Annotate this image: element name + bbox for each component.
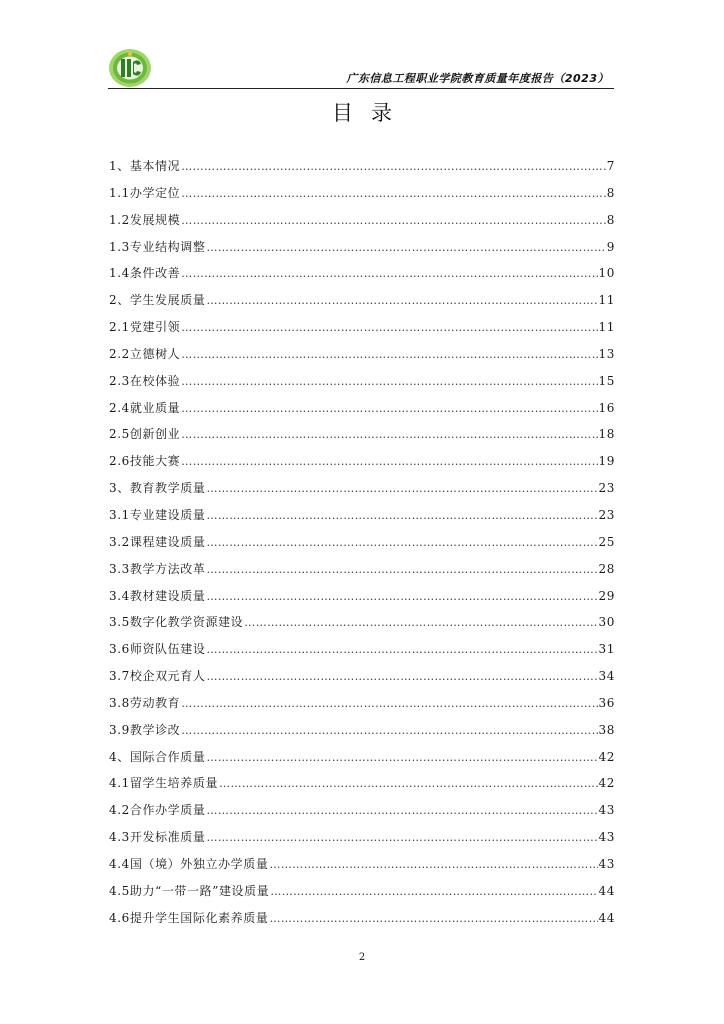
toc-entry[interactable]	[109, 372, 615, 399]
toc-entry-label: 3.5数字化教学资源建设	[109, 615, 244, 630]
report-header-title: 广东信息工程职业学院教育质量年度报告（2023）	[346, 72, 609, 85]
toc-entry-label: 4.2合作办学质量	[109, 803, 206, 818]
toc-entry[interactable]	[109, 667, 615, 694]
toc-entry[interactable]	[109, 345, 615, 372]
toc-entry[interactable]	[109, 318, 615, 345]
toc-entry-page: 30	[598, 615, 615, 630]
toc-entry[interactable]	[109, 613, 615, 640]
toc-entry-label: 1.2发展规模	[109, 212, 181, 227]
toc-entry[interactable]	[109, 882, 615, 909]
toc-entry-label: 3、教育教学质量	[109, 481, 206, 496]
toc-dot-leader	[207, 670, 598, 683]
toc-entry-page: 16	[598, 400, 615, 415]
toc-entry-page: 42	[598, 749, 615, 764]
toc-entry[interactable]	[109, 560, 615, 587]
toc-entry[interactable]	[109, 694, 615, 721]
toc-entry-label: 4.5助力“一带一路”建设质量	[109, 883, 270, 898]
toc-entry[interactable]	[109, 291, 615, 318]
toc-entry[interactable]	[109, 721, 615, 748]
toc-entry-label: 2.1党建引领	[109, 320, 181, 335]
toc-dot-leader	[207, 241, 606, 254]
toc-dot-leader	[207, 643, 598, 656]
toc-entry-page: 43	[598, 856, 615, 871]
toc-entry[interactable]	[109, 211, 615, 238]
toc-entry-page: 11	[598, 293, 615, 308]
toc-entry-label: 1、基本情况	[109, 159, 181, 173]
toc-dot-leader	[181, 187, 605, 200]
toc-entry-label: 3.6师资队伍建设	[109, 642, 206, 657]
toc-entry-page: 29	[598, 588, 615, 603]
toc-entry[interactable]	[109, 238, 615, 265]
toc-entry[interactable]	[109, 479, 615, 506]
toc-dot-leader	[207, 804, 598, 817]
toc-entry-page: 23	[598, 507, 615, 522]
toc-dot-leader	[181, 724, 597, 737]
toc-dot-leader	[219, 777, 597, 790]
toc-dot-leader	[181, 428, 597, 441]
toc-entry-label: 4、国际合作质量	[109, 749, 206, 764]
toc-dot-leader	[207, 590, 598, 603]
toc-entry[interactable]	[109, 157, 615, 184]
toc-entry-page: 8	[606, 185, 615, 200]
toc-entry-page: 7	[606, 159, 615, 173]
toc-entry-label: 3.8劳动教育	[109, 695, 181, 710]
toc-dot-leader	[181, 321, 597, 334]
toc-dot-leader	[181, 348, 597, 361]
toc-entry-page: 15	[598, 373, 615, 388]
toc-dot-leader	[270, 858, 598, 871]
toc-list	[109, 157, 615, 935]
toc-entry-label: 2.2立德树人	[109, 346, 181, 361]
toc-entry-label: 2.6技能大赛	[109, 454, 181, 469]
toc-entry-page: 19	[598, 454, 615, 469]
toc-entry-page: 11	[598, 320, 615, 335]
toc-entry-page: 18	[598, 427, 615, 442]
toc-entry[interactable]	[109, 452, 615, 479]
toc-dot-leader	[270, 912, 598, 925]
toc-entry[interactable]	[109, 184, 615, 211]
toc-entry-label: 4.4国（境）外独立办学质量	[109, 856, 269, 871]
toc-entry-page: 36	[598, 695, 615, 710]
toc-dot-leader	[181, 375, 597, 388]
toc-dot-leader	[207, 536, 598, 549]
toc-entry-label: 1.3专业结构调整	[109, 239, 206, 254]
toc-entry-label: 4.1留学生培养质量	[109, 776, 219, 791]
toc-entry[interactable]	[109, 855, 615, 882]
toc-entry-page: 13	[598, 346, 615, 361]
toc-entry[interactable]	[109, 399, 615, 426]
toc-entry-label: 4.3开发标准质量	[109, 830, 206, 845]
toc-entry-label: 4.6提升学生国际化素养质量	[109, 910, 269, 925]
toc-entry-label: 3.1专业建设质量	[109, 507, 206, 522]
toc-entry-label: 3.7校企双元育人	[109, 669, 206, 684]
toc-entry[interactable]	[109, 425, 615, 452]
toc-dot-leader	[207, 831, 598, 844]
toc-entry[interactable]	[109, 264, 615, 291]
toc-entry[interactable]	[109, 533, 615, 560]
toc-entry[interactable]	[109, 828, 615, 855]
toc-dot-leader	[206, 482, 597, 495]
toc-entry-page: 38	[598, 722, 615, 737]
toc-entry-page: 43	[598, 803, 615, 818]
toc-dot-leader	[181, 455, 597, 468]
toc-entry-page: 9	[606, 239, 615, 254]
toc-entry-page: 10	[598, 266, 615, 281]
toc-entry[interactable]	[109, 640, 615, 667]
toc-entry[interactable]	[109, 587, 615, 614]
toc-dot-leader	[206, 294, 597, 307]
toc-entry-label: 3.4教材建设质量	[109, 588, 206, 603]
toc-entry-label: 2.5创新创业	[109, 427, 181, 442]
toc-dot-leader	[181, 160, 606, 173]
toc-entry[interactable]	[109, 801, 615, 828]
page-number: 2	[358, 952, 366, 963]
toc-heading: 目录	[332, 101, 410, 125]
toc-entry[interactable]	[109, 748, 615, 775]
school-emblem-icon	[108, 48, 152, 88]
toc-entry-label: 2、学生发展质量	[109, 293, 206, 308]
toc-entry-page: 42	[598, 776, 615, 791]
toc-entry-label: 2.3在校体验	[109, 373, 181, 388]
toc-entry[interactable]	[109, 506, 615, 533]
toc-dot-leader	[270, 885, 597, 898]
toc-dot-leader	[181, 402, 597, 415]
toc-entry-page: 44	[598, 910, 615, 925]
toc-entry-page: 43	[598, 830, 615, 845]
toc-entry[interactable]	[109, 774, 615, 801]
toc-entry-label: 1.1办学定位	[109, 185, 181, 200]
toc-dot-leader	[207, 563, 598, 576]
toc-entry-page: 23	[598, 481, 615, 496]
header-divider	[108, 88, 614, 89]
toc-entry-page: 31	[598, 642, 615, 657]
toc-entry-label: 3.2课程建设质量	[109, 534, 206, 549]
toc-dot-leader	[244, 616, 597, 629]
toc-entry-label: 3.3教学方法改革	[109, 561, 206, 576]
toc-entry-label: 2.4就业质量	[109, 400, 181, 415]
toc-entry-page: 44	[598, 883, 615, 898]
toc-dot-leader	[206, 751, 597, 764]
toc-entry-page: 28	[598, 561, 615, 576]
toc-dot-leader	[207, 509, 598, 522]
toc-entry-page: 25	[598, 534, 615, 549]
toc-entry-label: 3.9教学诊改	[109, 722, 181, 737]
toc-dot-leader	[181, 697, 597, 710]
toc-dot-leader	[181, 214, 605, 227]
toc-entry-page: 8	[606, 212, 615, 227]
toc-dot-leader	[181, 267, 597, 280]
toc-entry-label: 1.4条件改善	[109, 266, 181, 281]
toc-entry-page: 34	[598, 669, 615, 684]
toc-entry[interactable]	[109, 909, 615, 936]
